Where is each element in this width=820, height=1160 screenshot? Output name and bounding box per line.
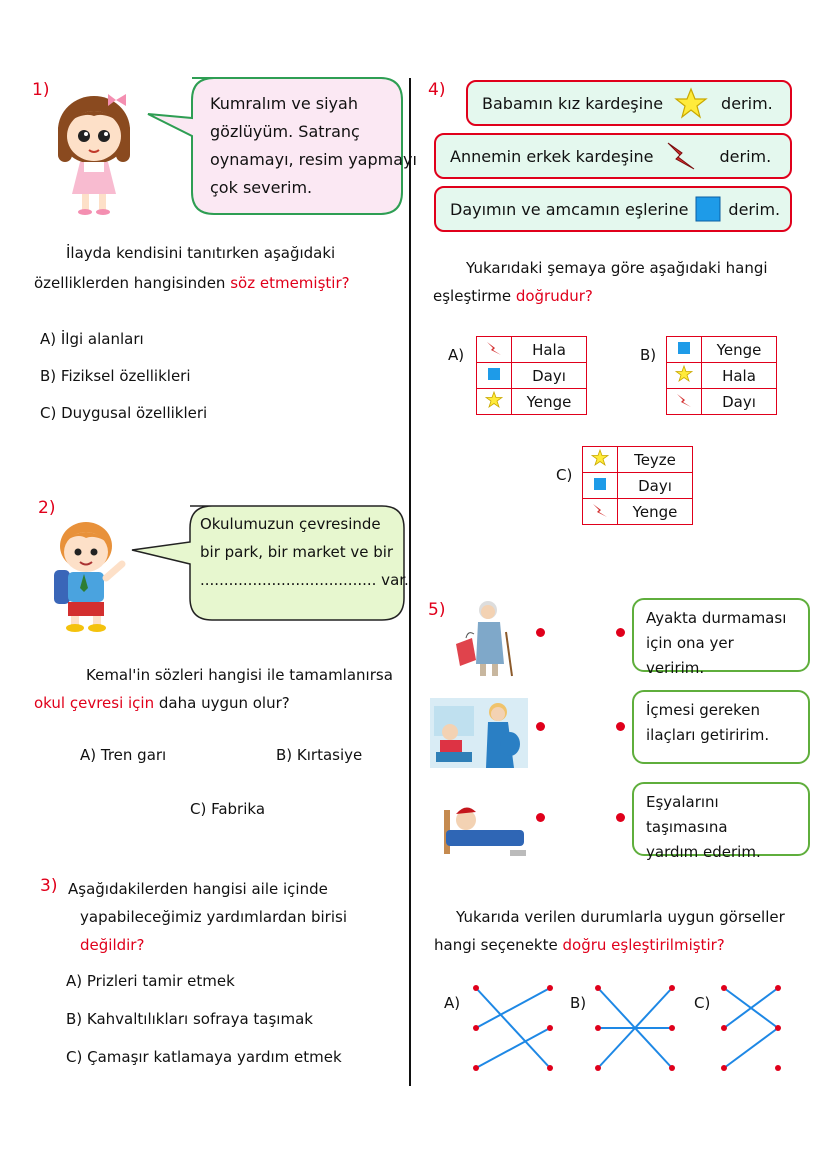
help-box-3-line-1: Eşyalarını taşımasına	[646, 793, 728, 836]
question-1-line-2	[34, 270, 350, 296]
table-cell: Dayı	[512, 363, 587, 389]
q1-option-c[interactable]: C) Duygusal özellikleri	[40, 404, 208, 422]
q4-option-c-table[interactable]	[582, 446, 693, 525]
lightning-icon	[591, 502, 609, 518]
table-cell: Yenge	[512, 389, 587, 415]
question-4-emphasis: doğrudur?	[515, 287, 593, 305]
bubble-1-line-1: Kumralım ve siyah	[210, 94, 358, 113]
q1-option-b[interactable]: B) Fiziksel özellikleri	[40, 367, 191, 385]
question-2-number: 2)	[38, 498, 56, 518]
help-box-1-line-2: için ona yer veririm.	[646, 634, 734, 677]
relation-box-1	[466, 80, 792, 126]
question-2-line-1: Kemal'in sözleri hangisi ile tamamlanırsa	[86, 666, 393, 684]
bubble-2-text	[200, 510, 409, 594]
help-box-2-line-2: ilaçları getiririm.	[646, 726, 770, 744]
bubble-2-line-3: ..................................... var.	[200, 571, 409, 589]
help-box-2	[632, 690, 810, 764]
match-dot-left-2[interactable]	[536, 722, 545, 731]
blue-square-icon	[694, 195, 722, 223]
q5-option-a-diagram[interactable]	[468, 980, 558, 1076]
question-1-number: 1)	[32, 80, 50, 100]
lightning-icon	[664, 139, 698, 173]
q5-option-b-diagram[interactable]	[590, 980, 680, 1076]
question-3-line-2: yapabileceğimiz yardımlardan birisi	[80, 908, 347, 926]
relation-2-suffix: derim.	[719, 146, 772, 166]
q5-option-b-label[interactable]: B)	[570, 994, 587, 1012]
table-row	[583, 447, 693, 473]
blue-square-icon	[677, 341, 691, 355]
q2-option-b[interactable]: B) Kırtasiye	[276, 746, 363, 764]
table-cell: Dayı	[618, 473, 693, 499]
question-3-line-1: Aşağıdakilerden hangisi aile içinde	[68, 880, 328, 898]
match-dot-right-1[interactable]	[616, 628, 625, 637]
pregnant-woman-on-bus-image	[430, 692, 528, 772]
q3-option-a[interactable]: A) Prizleri tamir etmek	[66, 972, 235, 990]
q1-option-a[interactable]: A) İlgi alanları	[40, 330, 144, 348]
table-cell: Teyze	[618, 447, 693, 473]
star-icon	[591, 449, 609, 467]
question-3-number: 3)	[40, 876, 58, 896]
match-dot-right-3[interactable]	[616, 813, 625, 822]
q4-option-a-table[interactable]	[476, 336, 587, 415]
table-row	[667, 337, 777, 363]
question-5-text: hangi seçenekte	[434, 936, 558, 954]
lightning-icon	[485, 340, 503, 356]
question-4-line-1: Yukarıdaki şemaya göre aşağıdaki hangi	[466, 259, 768, 277]
bubble-1-line-2: gözlüyüm. Satranç	[210, 122, 360, 141]
match-dot-right-2[interactable]	[616, 722, 625, 731]
blue-square-icon	[487, 367, 501, 381]
relation-3-suffix: derim.	[728, 199, 781, 219]
q4-option-b-label[interactable]: B)	[640, 346, 657, 364]
help-box-3	[632, 782, 810, 861]
help-box-3-line-2: yardım ederim.	[646, 843, 761, 861]
relation-1-text: Babamın kız kardeşine	[482, 93, 664, 113]
question-4-line-2	[433, 283, 593, 309]
relation-1-suffix: derim.	[721, 93, 773, 113]
question-2-emphasis: okul çevresi için	[34, 694, 155, 712]
table-cell: Hala	[702, 363, 777, 389]
question-5-emphasis: doğru eşleştirilmiştir?	[562, 936, 725, 954]
table-row	[477, 337, 587, 363]
table-row	[583, 499, 693, 525]
table-cell: Dayı	[702, 389, 777, 415]
bubble-1-text	[210, 90, 417, 202]
table-row	[477, 389, 587, 415]
question-4-number: 4)	[428, 80, 446, 100]
table-cell: Hala	[512, 337, 587, 363]
help-box-2-line-1: İçmesi gereken	[646, 701, 760, 719]
q4-option-b-table[interactable]	[666, 336, 777, 415]
relation-3-text: Dayımın ve amcamın eşlerine	[450, 199, 689, 219]
question-1-line-1: İlayda kendisini tanıtırken aşağıdaki	[66, 244, 336, 262]
bubble-1-line-4: çok severim.	[210, 178, 313, 197]
table-row	[583, 473, 693, 499]
q5-option-c-diagram[interactable]	[716, 980, 788, 1076]
table-cell: Yenge	[702, 337, 777, 363]
lightning-icon	[675, 392, 693, 408]
boy-illustration	[44, 518, 132, 634]
question-5-line-1: Yukarıda verilen durumlarla uygun görseller	[456, 908, 785, 926]
help-box-1-line-1: Ayakta durmaması	[646, 609, 787, 627]
bubble-2-line-1: Okulumuzun çevresinde	[200, 515, 381, 533]
star-icon	[675, 365, 693, 383]
match-dot-left-3[interactable]	[536, 813, 545, 822]
table-row	[477, 363, 587, 389]
question-1-emphasis: söz etmemiştir?	[230, 274, 350, 292]
bubble-2-line-2: bir park, bir market ve bir	[200, 543, 394, 561]
question-4-text: eşleştirme	[433, 287, 512, 305]
q2-option-c[interactable]: C) Fabrika	[190, 800, 266, 818]
question-2-line-2	[34, 690, 290, 716]
q5-option-c-label[interactable]: C)	[694, 994, 711, 1012]
match-dot-left-1[interactable]	[536, 628, 545, 637]
question-2-text: daha uygun olur?	[158, 694, 290, 712]
column-divider	[409, 78, 411, 1086]
relation-box-3	[434, 186, 792, 232]
question-3-emphasis: değildir?	[80, 936, 145, 954]
elderly-woman-with-bags-image	[448, 598, 518, 678]
q4-option-c-label[interactable]: C)	[556, 466, 573, 484]
help-box-1	[632, 598, 810, 677]
table-row	[667, 363, 777, 389]
question-5-number: 5)	[428, 600, 446, 620]
blue-square-icon	[593, 477, 607, 491]
q5-option-a-label[interactable]: A)	[444, 994, 461, 1012]
star-icon	[485, 391, 503, 409]
girl-illustration	[44, 82, 144, 217]
q3-option-c[interactable]: C) Çamaşır katlamaya yardım etmek	[66, 1048, 342, 1066]
table-cell: Yenge	[618, 499, 693, 525]
bubble-1-line-3: oynamayı, resim yapmayı	[210, 150, 417, 169]
table-row	[667, 389, 777, 415]
q3-option-b[interactable]: B) Kahvaltılıkları sofraya taşımak	[66, 1010, 313, 1028]
q2-option-a[interactable]: A) Tren garı	[80, 746, 167, 764]
relation-box-2	[434, 133, 792, 179]
relation-2-text: Annemin erkek kardeşine	[450, 146, 654, 166]
question-5-line-2	[434, 932, 725, 958]
star-icon	[673, 87, 709, 119]
sick-child-in-bed-image	[440, 790, 528, 862]
q4-option-a-label[interactable]: A)	[448, 346, 465, 364]
question-1-text: özelliklerden hangisinden	[34, 274, 226, 292]
